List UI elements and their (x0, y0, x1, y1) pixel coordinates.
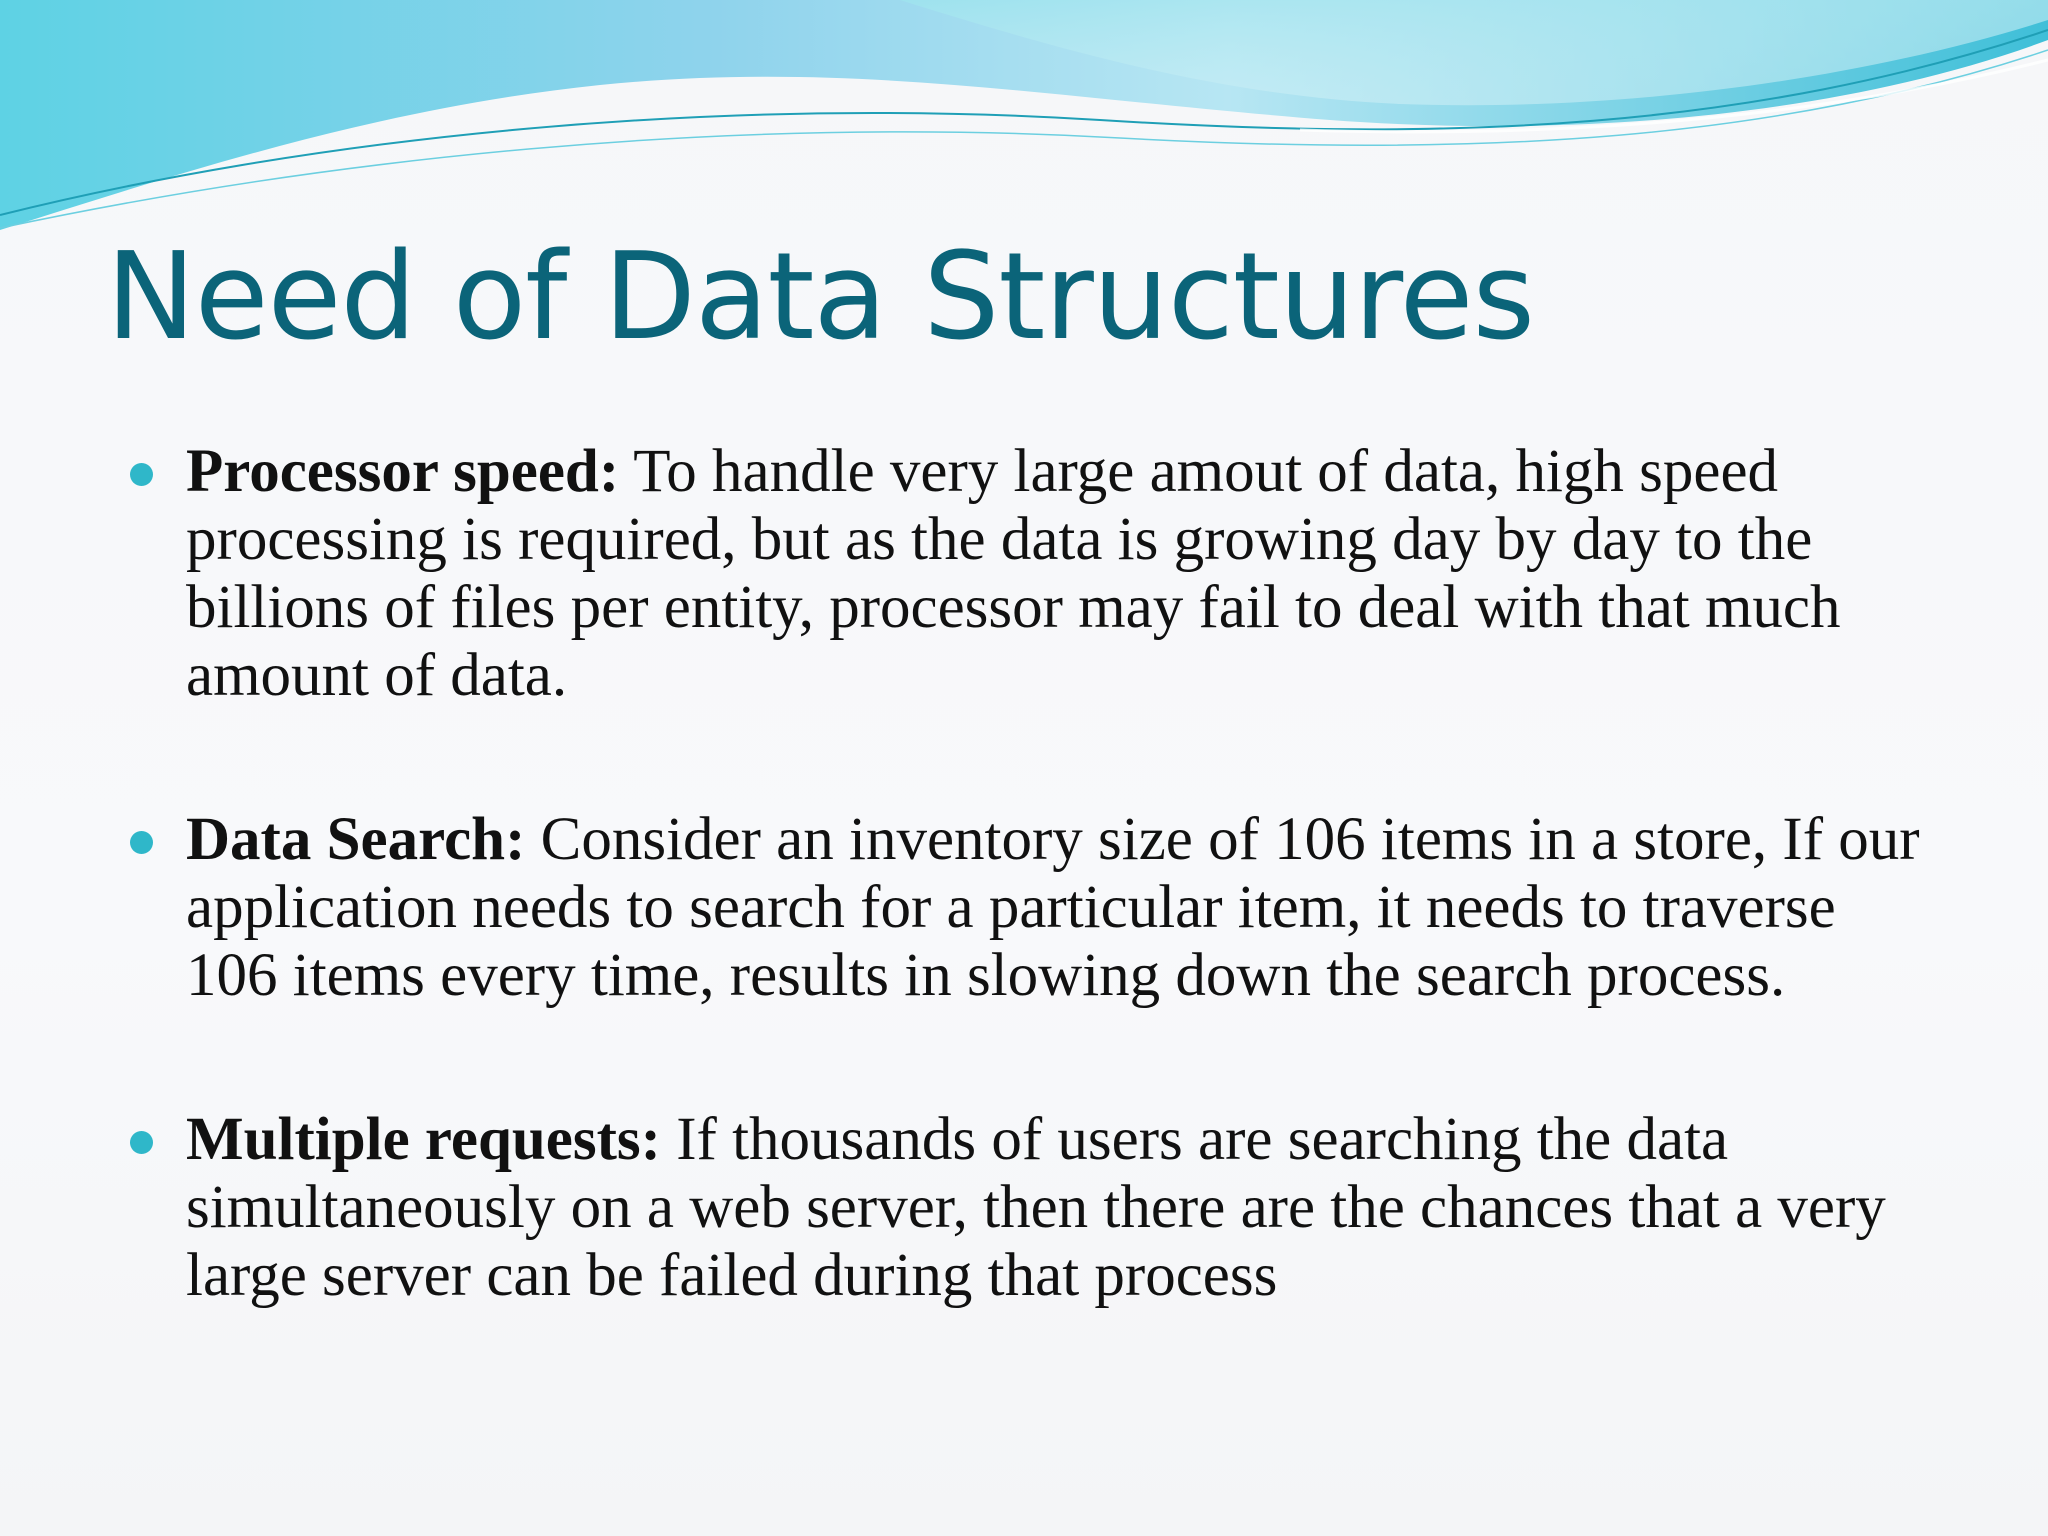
decorative-wave-banner (0, 0, 2048, 260)
bullet-item-multiple-requests (130, 1106, 1930, 1310)
page-title: Need of Data Structures (106, 228, 1534, 367)
bullet-term: Multiple requests: (186, 1106, 661, 1173)
bullet-item-data-search (130, 806, 1930, 1010)
bullet-dot-icon (130, 831, 153, 854)
bullet-term: Processor speed: (186, 438, 620, 505)
bullet-list (130, 438, 1930, 1310)
bullet-term: Data Search: (186, 806, 526, 873)
bullet-text: To handle very large amout of data, high speed processing is required, but as the data is growing day by day to the billions of files per entity, processor may fail to deal with that much amount of data. (186, 438, 1841, 709)
bullet-item-processor-speed (130, 438, 1930, 710)
bullet-dot-icon (130, 1131, 153, 1154)
bullet-text: If thousands of users are searching the data simultaneously on a web server, then there are the chances that a very large server can be failed during that process (186, 1106, 1886, 1309)
bullet-text: Consider an inventory size of 106 items in a store, If our application needs to search for a particular item, it needs to traverse 106 items every time, results in slowing down the search process. (186, 806, 1920, 1009)
bullet-dot-icon (130, 463, 153, 486)
